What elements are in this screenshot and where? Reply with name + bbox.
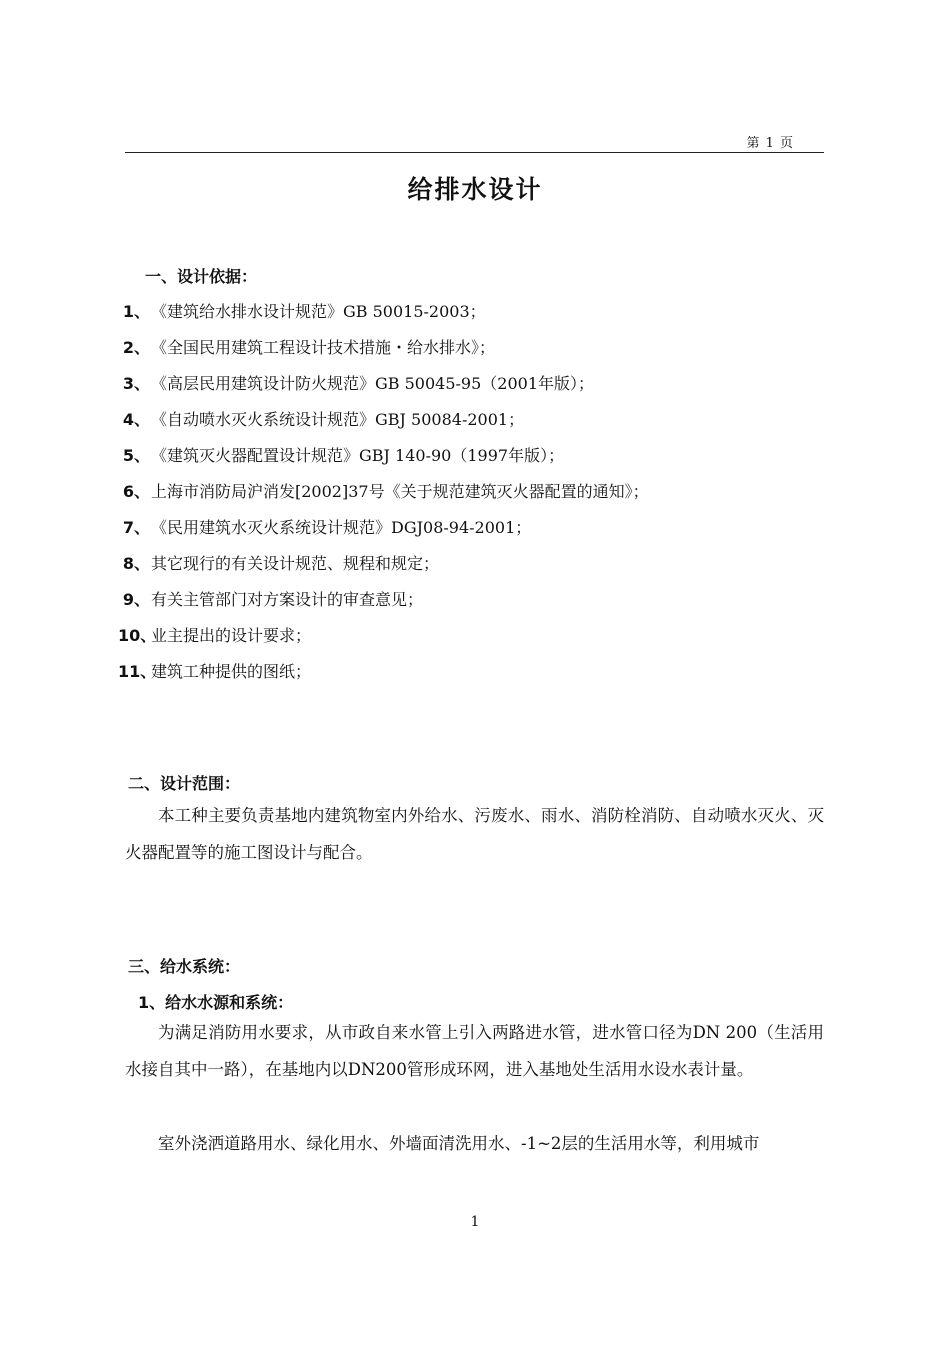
section1-heading: 一、设计依据： — [145, 267, 258, 286]
list-item — [118, 551, 439, 574]
list-item-text: 有关主管部门对方案设计的审查意见； — [151, 590, 424, 609]
section3-subheading: 1、给水水源和系统： — [138, 993, 294, 1012]
list-item — [118, 299, 486, 322]
list-item-text: 《建筑给水排水设计规范》GB 50015-2003； — [151, 302, 486, 321]
list-item — [118, 479, 649, 502]
list-item-number: 11、 — [118, 662, 157, 681]
list-item — [118, 623, 311, 646]
section3-paragraph-2: 室外浇洒道路用水、绿化用水、外墙面清洗用水、-1~2层的生活用水等，利用城市 — [158, 1134, 760, 1153]
list-item-text: 《民用建筑水灭火系统设计规范》DGJ08-94-2001； — [151, 518, 532, 537]
header-page-label: 第 1 页 — [746, 136, 794, 151]
list-item-number: 4、 — [122, 410, 150, 429]
list-item-text: 《高层民用建筑设计防火规范》GB 50045-95（2001年版）； — [151, 374, 595, 393]
list-item-number: 2、 — [122, 338, 150, 357]
list-item-text: 《建筑灭火器配置设计规范》GBJ 140-90（1997年版）； — [151, 446, 565, 465]
list-item — [118, 371, 594, 394]
section3-paragraph-1: 为满足消防用水要求，从市政自来水管上引入两路进水管，进水管口径为DN 200（生活用水接自其中一路），在基地内以DN200管形成环网，进入基地处生活用水设水表计量。 — [125, 1023, 824, 1079]
section3-heading: 三、给水系统： — [128, 957, 241, 976]
list-item-number: 8、 — [122, 554, 150, 573]
section2-paragraph: 本工种主要负责基地内建筑物室内外给水、污废水、雨水、消防栓消防、自动喷水灭火、灭火器配置等的施工图设计与配合。 — [125, 806, 824, 862]
document-title: 给排水设计 — [407, 175, 543, 204]
list-item-text: 上海市消防局沪消发[2002]37号《关于规范建筑灭火器配置的通知》； — [151, 482, 649, 501]
list-item-number: 3、 — [122, 374, 150, 393]
list-item — [118, 443, 564, 466]
list-item-text: 《自动喷水灭火系统设计规范》GBJ 50084-2001； — [151, 410, 525, 429]
page-number: 1 — [470, 1214, 480, 1230]
list-item-text: 建筑工种提供的图纸； — [151, 662, 312, 681]
section2-heading: 二、设计范围： — [128, 774, 241, 793]
list-item-text: 业主提出的设计要求； — [151, 626, 312, 645]
list-item — [118, 335, 495, 358]
list-item — [118, 515, 531, 538]
list-item-number: 10、 — [118, 626, 157, 645]
list-item — [118, 407, 524, 430]
list-item-number: 6、 — [122, 482, 150, 501]
list-item-number: 1、 — [122, 302, 150, 321]
page-header — [125, 130, 824, 153]
list-item-number: 9、 — [122, 590, 150, 609]
list-item-number: 5、 — [122, 446, 150, 465]
list-item — [118, 587, 423, 610]
list-item-text: 《全国民用建筑工程设计技术措施・给水排水》； — [151, 338, 496, 357]
list-item-text: 其它现行的有关设计规范、规程和规定； — [151, 554, 440, 573]
list-item — [118, 659, 311, 682]
list-item-number: 7、 — [122, 518, 150, 537]
